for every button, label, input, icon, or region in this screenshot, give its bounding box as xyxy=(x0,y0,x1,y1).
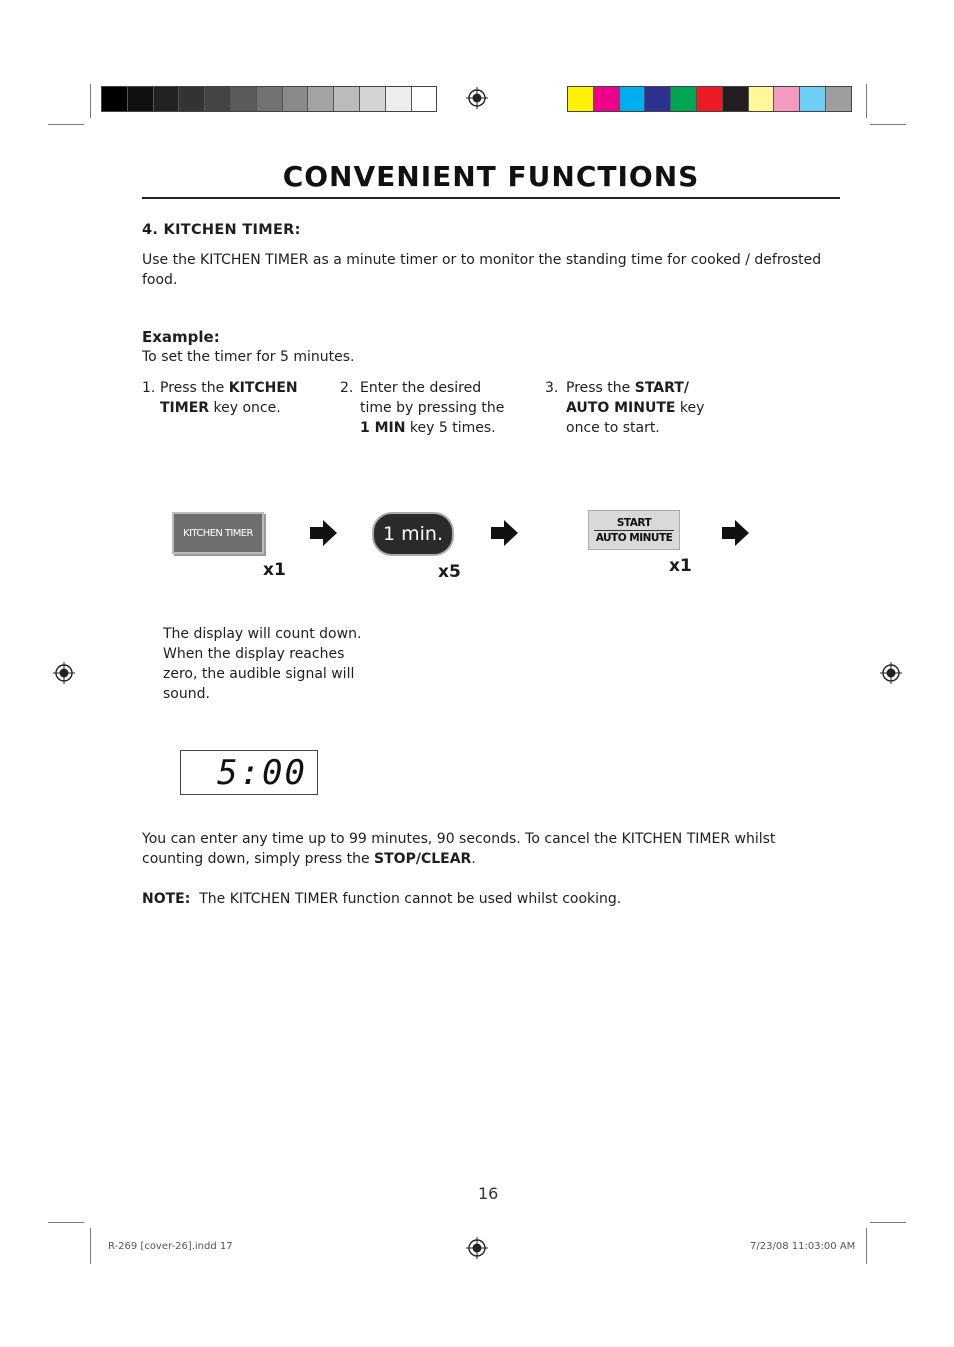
auto-minute-key-label: AUTO MINUTE xyxy=(595,531,673,544)
crop-mark xyxy=(90,84,91,118)
step-text: Press the xyxy=(160,380,229,396)
range-paragraph xyxy=(142,829,832,869)
crop-mark xyxy=(48,124,84,125)
footer-timestamp: 7/23/08 11:03:00 AM xyxy=(750,1241,856,1252)
intro-paragraph: Use the KITCHEN TIMER as a minute timer or to monitor the standing time for cooked / defrosted food. xyxy=(142,252,822,288)
color-swatch xyxy=(283,87,309,111)
example-text: To set the timer for 5 minutes. xyxy=(142,349,355,365)
lcd-display xyxy=(180,750,318,795)
range-text: You can enter any time up to 99 minutes, 90 seconds. To cancel the KITCHEN TIMER whilst counting down, simply press the xyxy=(142,831,776,867)
color-swatch xyxy=(645,87,671,111)
crop-mark xyxy=(870,124,906,125)
note-label: NOTE: xyxy=(142,891,191,907)
kitchen-timer-key[interactable]: KITCHEN TIMER xyxy=(172,512,264,554)
press-count: x1 xyxy=(263,560,286,580)
crop-mark xyxy=(48,1222,84,1223)
footer-filename: R-269 [cover-26].indd 17 xyxy=(108,1241,233,1252)
color-swatch xyxy=(800,87,826,111)
color-swatch xyxy=(102,87,128,111)
range-text: . xyxy=(471,851,476,867)
color-swatch xyxy=(568,87,594,111)
step-key-name: 1 MIN xyxy=(360,420,406,436)
color-swatch xyxy=(308,87,334,111)
page-number: 16 xyxy=(478,1184,499,1203)
countdown-description: The display will count down. When the display reaches zero, the audible signal will sound. xyxy=(163,626,362,702)
crop-mark xyxy=(866,1228,867,1264)
color-swatch xyxy=(749,87,775,111)
step-instruction xyxy=(360,378,510,438)
color-swatch xyxy=(179,87,205,111)
step-text: Press the xyxy=(566,380,635,396)
step-number: 2. xyxy=(340,380,354,396)
color-swatch xyxy=(412,87,437,111)
step-key-name: START/ AUTO MINUTE xyxy=(566,380,689,416)
color-swatch xyxy=(620,87,646,111)
color-swatch xyxy=(774,87,800,111)
registration-mark-icon xyxy=(53,662,75,684)
section-heading: 4. KITCHEN TIMER: xyxy=(142,222,301,238)
step-key-name: KITCHEN TIMER xyxy=(160,380,298,416)
example-label: Example: xyxy=(142,328,220,346)
color-swatch xyxy=(594,87,620,111)
crop-mark xyxy=(90,1228,91,1264)
color-swatch xyxy=(697,87,723,111)
press-count: x5 xyxy=(438,562,461,582)
gray-color-bar xyxy=(101,86,437,112)
color-swatch xyxy=(154,87,180,111)
one-minute-key[interactable]: 1 min. xyxy=(372,512,454,556)
color-swatch xyxy=(128,87,154,111)
start-key-label: START xyxy=(616,516,652,529)
step-text: Enter the desired time by pressing the xyxy=(360,380,505,416)
crop-mark xyxy=(866,84,867,118)
step-instruction xyxy=(566,378,726,438)
color-swatch xyxy=(386,87,412,111)
color-swatch xyxy=(723,87,749,111)
arrow-right-icon xyxy=(722,519,750,547)
press-count: x1 xyxy=(669,556,692,576)
arrow-right-icon xyxy=(491,519,519,547)
color-swatch xyxy=(257,87,283,111)
color-swatch xyxy=(231,87,257,111)
registration-mark-icon xyxy=(466,1237,488,1259)
start-auto-minute-key[interactable] xyxy=(588,510,680,550)
color-swatch xyxy=(334,87,360,111)
step-number: 3. xyxy=(545,380,559,396)
crop-mark xyxy=(870,1222,906,1223)
process-color-bar xyxy=(567,86,852,112)
step-number: 1. xyxy=(142,380,156,396)
color-swatch xyxy=(671,87,697,111)
registration-mark-icon xyxy=(880,662,902,684)
note-text: The KITCHEN TIMER function cannot be used whilst cooking. xyxy=(199,891,622,907)
note-paragraph xyxy=(142,889,832,909)
step-text: key once to start. xyxy=(566,400,705,436)
step-instruction xyxy=(160,378,320,418)
page-title: CONVENIENT FUNCTIONS xyxy=(282,160,700,193)
step-text: key once. xyxy=(209,400,281,416)
color-swatch xyxy=(205,87,231,111)
timer-readout: 5:00 xyxy=(217,753,307,793)
arrow-right-icon xyxy=(310,519,338,547)
stop-clear-key-name: STOP/CLEAR xyxy=(374,851,472,867)
registration-mark-icon xyxy=(466,87,488,109)
step-text: key 5 times. xyxy=(405,420,496,436)
color-swatch xyxy=(826,87,851,111)
color-swatch xyxy=(360,87,386,111)
title-divider xyxy=(142,197,840,199)
